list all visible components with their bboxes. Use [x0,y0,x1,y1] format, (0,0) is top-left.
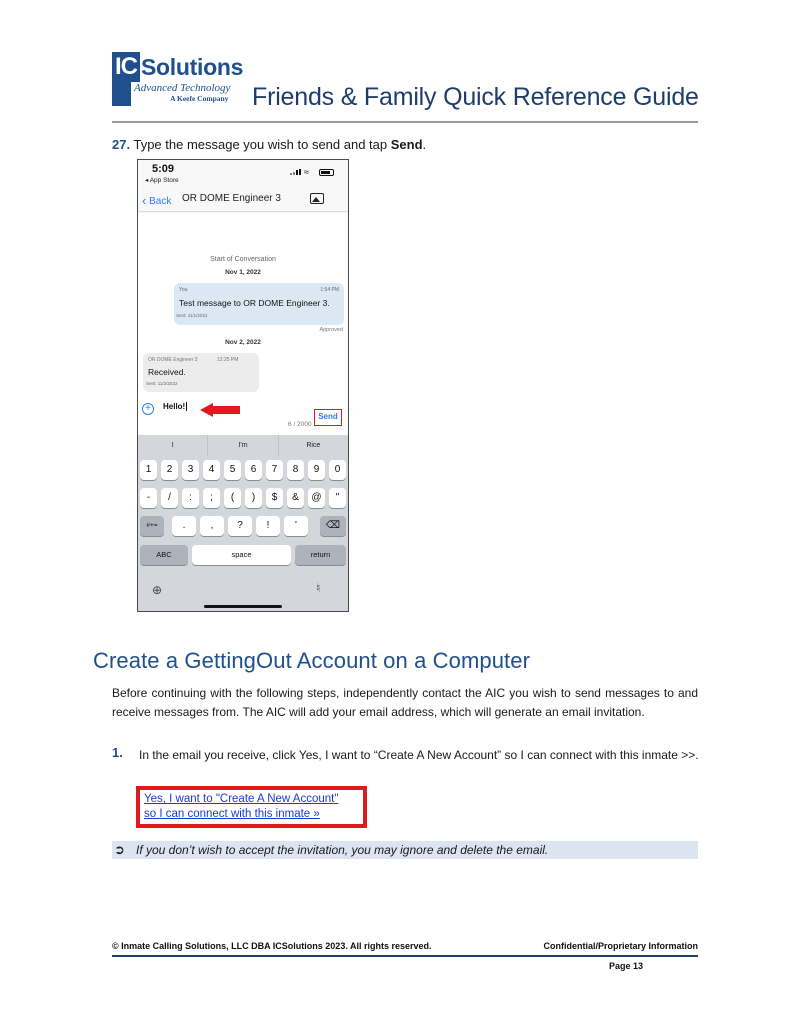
create-account-link[interactable]: Yes, I want to "Create A New Account" [144,793,339,805]
key[interactable]: ( [224,488,241,508]
key[interactable]: " [329,488,346,508]
step-27-period: . [422,137,427,152]
symbols-key[interactable]: #+= [140,516,164,536]
key[interactable]: 6 [245,460,262,480]
red-arrow-icon [200,403,240,417]
arrow-right-icon: ➲ [114,842,125,857]
microphone-icon[interactable]: ♮ [316,581,321,595]
logo-blue-block [112,82,131,106]
phone-nav-bar [138,188,348,212]
return-key[interactable]: return [295,545,346,565]
message-input-text: Hello! [163,402,186,411]
key[interactable]: @ [308,488,325,508]
message-time: 1:54 PM [320,287,339,293]
section-intro: Before continuing with the following steps, independently contact the AIC you wish to send messages to and receive messages from. The AIC will add your email address, which will generate an email invitation. [112,686,698,719]
step-27-number: 27. [112,137,131,152]
key[interactable]: ! [256,516,280,536]
key[interactable]: : [182,488,199,508]
footer-confidential: Confidential/Proprietary Information [543,941,698,951]
key[interactable]: 2 [161,460,178,480]
logo-ic: IC [112,52,140,82]
key[interactable]: 7 [266,460,283,480]
message-sender: OR DOME Engineer 3 [148,357,198,363]
space-key[interactable]: space [192,545,291,565]
key[interactable]: , [200,516,224,536]
incoming-message [143,353,259,392]
key[interactable]: 1 [140,460,157,480]
keyboard [138,435,348,612]
key[interactable]: 9 [308,460,325,480]
key[interactable]: 0 [329,460,346,480]
phone-app-store-back[interactable]: ◂ App Store [145,177,179,184]
key[interactable]: ? [228,516,252,536]
key[interactable]: - [140,488,157,508]
message-sent-date: Sent: 11/2/2022 [146,381,178,386]
abc-key[interactable]: ABC [140,545,188,565]
message-time: 12:25 PM [217,357,239,363]
add-attachment-icon[interactable]: + [142,403,154,415]
create-account-link[interactable]: so I can connect with this inmate » [144,808,320,820]
key[interactable]: . [172,516,196,536]
contact-name: OR DOME Engineer 3 [182,193,281,204]
step-27-send-word: Send [390,137,423,152]
step-27 [112,137,426,152]
logo-advanced-technology: Advanced Technology [134,82,231,94]
footer-divider [112,955,698,957]
message-sent-date: Sent: 11/1/2022 [176,313,208,318]
text-cursor [186,402,187,411]
key[interactable]: & [287,488,304,508]
key[interactable]: ; [203,488,220,508]
step-27-text: Type the message you wish to send and tap [133,137,391,152]
logo-keefe-company: A Keefe Company [170,94,229,103]
back-button[interactable] [142,192,171,207]
suggestion[interactable]: I [138,435,208,456]
note-callout [112,841,698,859]
logo-solutions: Solutions [141,54,244,80]
date-separator: Nov 2, 2022 [225,339,261,346]
suggestion[interactable]: Rice [306,442,321,449]
icsolutions-logo [112,52,244,108]
key[interactable]: 4 [203,460,220,480]
battery-icon [319,169,334,176]
create-account-link-highlight [136,786,367,828]
compose-bar [138,396,348,434]
phone-time: 5:09 [152,163,175,175]
outgoing-message [174,283,344,325]
header-divider [112,121,698,123]
footer-copyright: © Inmate Calling Solutions, LLC DBA ICSolutions 2023. All rights reserved. [112,941,432,951]
key[interactable]: ) [245,488,262,508]
key[interactable]: 3 [182,460,199,480]
home-indicator [204,605,282,608]
page-number: Page 13 [608,961,643,971]
backspace-icon[interactable]: ⌫ [320,516,346,536]
signal-icon [290,169,300,175]
approved-status: Approved [319,327,343,333]
wifi-icon: ≈ [304,167,309,177]
phone-status-bar [138,160,348,188]
phone-screenshot [137,159,349,612]
key[interactable]: / [161,488,178,508]
step-1-number: 1. [112,745,123,760]
key[interactable]: ' [284,516,308,536]
globe-icon[interactable]: ⊕ [152,583,163,597]
start-of-conversation: Start of Conversation [210,256,276,263]
gallery-icon[interactable] [310,193,324,204]
message-sender: You [179,287,188,293]
section-heading: Create a GettingOut Account on a Computer [93,648,531,673]
send-button[interactable]: Send [314,409,342,426]
character-counter: 6 / 2000 [288,421,312,428]
keyboard-suggestions [138,435,348,456]
message-text: Test message to OR DOME Engineer 3. [179,298,330,308]
message-text: Received. [148,367,186,377]
suggestion[interactable]: I'm [208,435,278,456]
note-text: If you don’t wish to accept the invitation, you may ignore and delete the email. [136,843,549,857]
key[interactable]: 5 [224,460,241,480]
back-label: Back [149,196,172,207]
step-1-text: In the email you receive, click Yes, I want to “Create A New Account” so I can connect with this inmate >>. [139,748,699,762]
message-input[interactable] [163,402,187,411]
document-title: Friends & Family Quick Reference Guide [252,83,699,111]
key[interactable]: 8 [287,460,304,480]
chevron-left-icon: ‹ [142,193,147,208]
key[interactable]: $ [266,488,283,508]
date-separator: Nov 1, 2022 [225,269,261,276]
